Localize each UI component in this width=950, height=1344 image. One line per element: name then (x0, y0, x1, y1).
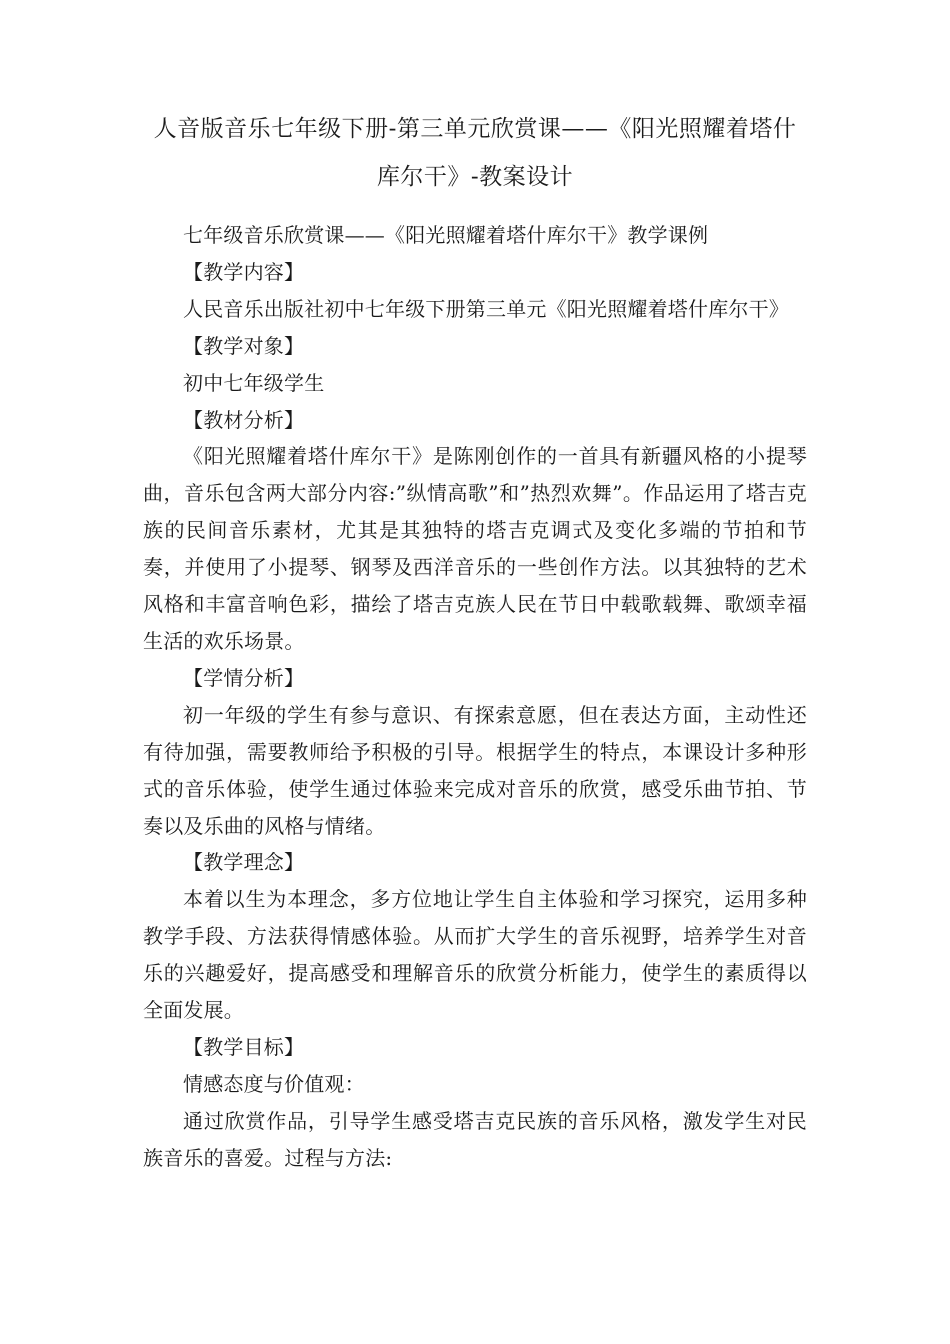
teaching-philosophy-text: 本着以生为本理念，多方位地让学生自主体验和学习探究，运用多种教学手段、方法获得情感体验。从而扩大学生的音乐视野，培养学生对音乐的兴趣爱好，提高感受和理解音乐的欣赏分析能力，使学生的素质得以全面发展。 (143, 887, 807, 1023)
lesson-subtitle: 七年级音乐欣赏课——《阳光照耀着塔什库尔干》教学课例 (183, 223, 709, 247)
section-heading-teaching-goals: 【教学目标】 (183, 1034, 305, 1059)
document-title: 人音版音乐七年级下册-第三单元欣赏课——《阳光照耀着塔什库尔干》-教案设计 (153, 116, 797, 190)
goals-emotion-values-text: 通过欣赏作品，引导学生感受塔吉克民族的音乐风格，激发学生对民族音乐的喜爱。过程与方法: (143, 1108, 807, 1170)
teaching-content-text: 人民音乐出版社初中七年级下册第三单元《阳光照耀着塔什库尔干》 (183, 296, 789, 321)
section-heading-material-analysis: 【教材分析】 (183, 407, 305, 432)
teaching-target-text: 初中七年级学生 (183, 370, 325, 395)
section-heading-teaching-target: 【教学对象】 (183, 333, 305, 358)
material-analysis-text: 《阳光照耀着塔什库尔干》是陈刚创作的一首具有新疆风格的小提琴曲，音乐包含两大部分内容:”纵情高歌”和”热烈欢舞”。作品运用了塔吉克族的民间音乐素材，尤其是其独特的塔吉克调式及变化多端的节拍和节奏，并使用了小提琴、钢琴及西洋音乐的一些创作方法。以其独特的艺术风格和丰富音响色彩，描绘了塔吉克族人民在节日中载歌载舞、歌颂幸福生活的欢乐场景。 (143, 444, 807, 653)
student-analysis-text: 初一年级的学生有参与意识、有探索意愿，但在表达方面，主动性还有待加强，需要教师给予积极的引导。根据学生的特点，本课设计多种形式的音乐体验，使学生通过体验来完成对音乐的欣赏，感受乐曲节拍、节奏以及乐曲的风格与情绪。 (143, 702, 807, 838)
section-heading-teaching-content: 【教学内容】 (183, 259, 305, 284)
goals-subheading-emotion-values: 情感态度与价值观： (183, 1071, 365, 1096)
section-heading-student-analysis: 【学情分析】 (183, 665, 305, 690)
section-heading-teaching-philosophy: 【教学理念】 (183, 850, 305, 875)
